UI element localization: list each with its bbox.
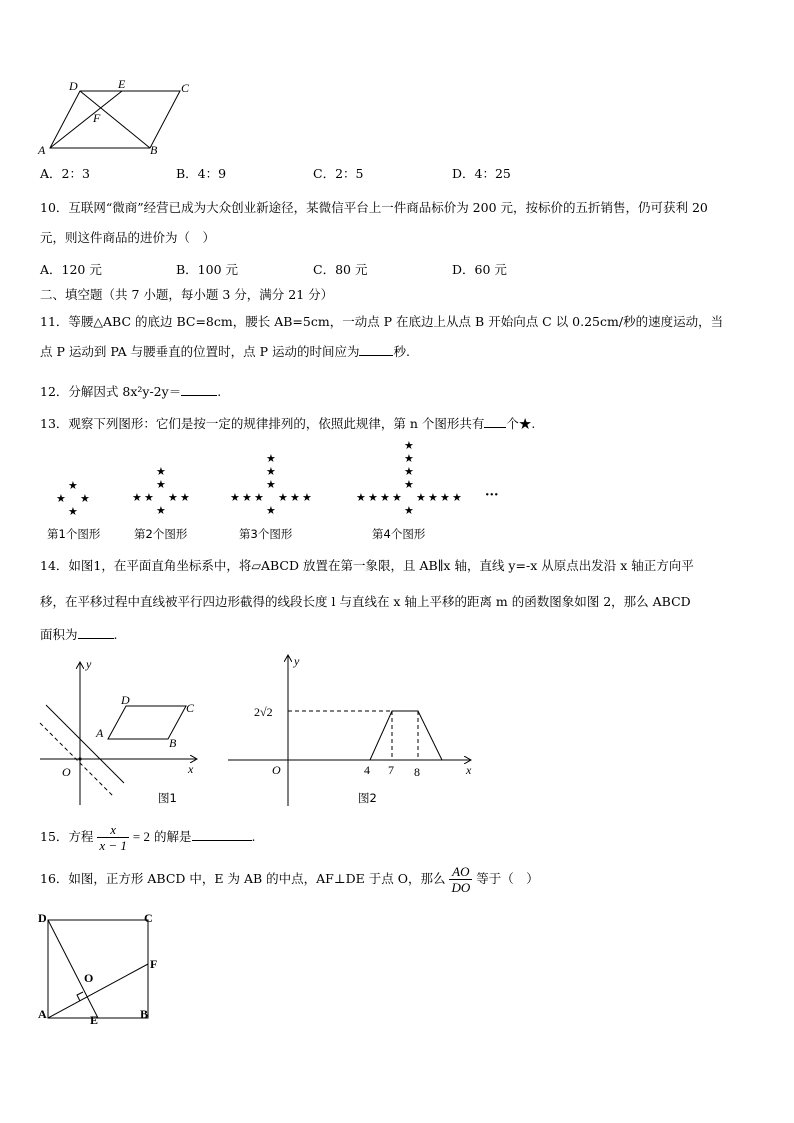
q14-line-3-end: . [113, 627, 118, 642]
star-icon: ★ [404, 465, 414, 478]
q9-label-f: F [93, 111, 101, 125]
q16-label-b: B [140, 1007, 149, 1021]
q16-label-f: F [150, 957, 158, 971]
star-icon: ★ [416, 491, 426, 504]
q16-square-figure [34, 908, 174, 1028]
star-icon: ★ [68, 505, 78, 518]
q9-label-c: C [181, 81, 190, 95]
fig1-parallelogram [108, 706, 186, 739]
q9-label-e: E [118, 77, 126, 91]
star-icon: ★ [68, 479, 78, 492]
q16-square [48, 920, 148, 1018]
q16-end: 等于（ ） [476, 871, 539, 886]
q13-answer-blank[interactable] [484, 415, 506, 428]
q10-option-d: D．60 元 [452, 262, 507, 277]
fig1-label-b: B [169, 736, 177, 750]
fig2-graph [288, 711, 442, 760]
q12-end: . [217, 384, 222, 399]
q16-numerator: AO [449, 864, 472, 880]
star-icon: ★ [266, 504, 276, 517]
q15-end: . [251, 829, 256, 844]
star-icon: ★ [266, 478, 276, 491]
q11-line-2 [40, 343, 410, 360]
q16-label-d: D [38, 911, 47, 925]
q16-text: 16．如图，正方形 ABCD 中，E 为 AB 的中点，AF⊥DE 于点 O，那么 [40, 871, 446, 886]
q9-option-a: A．2：3 [40, 166, 90, 181]
q16-segment-de [48, 920, 98, 1018]
star-icon: ★ [404, 439, 414, 452]
q9-label-d: D [69, 79, 78, 93]
q14-fig1-caption: 图1 [158, 791, 177, 805]
star-icon: ★ [132, 491, 142, 504]
star-icon: ★ [144, 491, 154, 504]
star-icon: ★ [380, 491, 390, 504]
q11-line-2-text: 点 P 运动到 PA 与腰垂直的位置时，点 P 运动的时间应为 [40, 344, 360, 359]
q15-prefix: 15．方程 [40, 829, 94, 844]
section-2-title: 二、填空题（共 7 小题，每小题 3 分，满分 21 分） [40, 287, 334, 302]
q16-denominator: DO [451, 880, 471, 895]
star-icon: ★ [168, 491, 178, 504]
q9-option-b: B．4：9 [176, 166, 227, 181]
star-icon: ★ [404, 452, 414, 465]
fig1-label-d: D [121, 693, 130, 707]
q15-rhs: = 2 [132, 829, 151, 844]
q16-label-o: O [84, 971, 94, 985]
q9-option-c: C．2：5 [313, 166, 364, 181]
q15-line [40, 820, 256, 854]
q15-fraction [97, 822, 129, 853]
q11-line-1: 11．等腰△ABC 的底边 BC=8cm，腰长 AB=5cm，一动点 P 在底边上从点 B 开始向点 C 以 0.25cm/秒的速度运动，当 [40, 314, 724, 329]
q12-text: 12．分解因式 8x²y-2y＝ [40, 384, 182, 399]
fig2-origin-label: O [272, 763, 281, 777]
q10-option-a: A．120 元 [40, 262, 102, 277]
fig1-label-a: A [96, 726, 104, 740]
star-icon: ★ [266, 452, 276, 465]
fig2-y-label: y [294, 654, 300, 668]
q12-line [40, 383, 221, 400]
fig2-y-value: 2√2 [254, 705, 273, 719]
q14-fig2-caption: 图2 [358, 791, 377, 805]
q14-figure-2 [224, 650, 480, 810]
star-icon: ★ [290, 491, 300, 504]
q16-line [40, 862, 539, 896]
fig1-label-c: C [186, 701, 195, 715]
star-icon: ★ [254, 491, 264, 504]
q12-answer-blank[interactable] [181, 383, 217, 396]
fig2-tick-7: 7 [388, 763, 394, 777]
star-icon: ★ [230, 491, 240, 504]
star-icon: ★ [156, 465, 166, 478]
q13-caption-2: 第2个图形 [134, 527, 188, 541]
q15-answer-blank[interactable] [192, 828, 252, 841]
q13-caption-1: 第1个图形 [47, 527, 101, 541]
star-icon: ★ [156, 478, 166, 491]
q14-line-3-text: 面积为 [40, 627, 78, 642]
star-icon: ★ [392, 491, 402, 504]
q14-line-2: 移，在平移过程中直线被平行四边形截得的线段长度 l 与直线在 x 轴上平移的距离 m 的函数图象如图 2，那么 ABCD [40, 594, 691, 609]
fig2-tick-4: 4 [364, 763, 370, 777]
q10-option-c: C．80 元 [313, 262, 368, 277]
q9-parallelogram-figure [30, 76, 200, 158]
star-icon: ★ [368, 491, 378, 504]
star-icon: ★ [404, 504, 414, 517]
q14-line-1: 14．如图1，在平面直角坐标系中，将▱ABCD 放置在第一象限，且 AB∥x 轴，直线 y=-x 从原点出发沿 x 轴正方向平 [40, 558, 694, 573]
star-icon: ★ [452, 491, 462, 504]
q16-label-c: C [144, 911, 153, 925]
q16-fraction [449, 864, 472, 895]
star-icon: ★ [428, 491, 438, 504]
q15-numerator: x [97, 822, 129, 838]
fig1-line-solid [46, 705, 124, 783]
q13-caption-4: 第4个图形 [372, 527, 426, 541]
star-icon: ★ [156, 504, 166, 517]
q9-label-b: B [150, 143, 158, 157]
star-icon: ★ [404, 478, 414, 491]
q14-figure-1 [36, 655, 206, 810]
q13-end: 个★. [506, 416, 536, 431]
star-icon: ★ [242, 491, 252, 504]
fig1-x-label: x [188, 762, 194, 776]
star-icon: ★ [356, 491, 366, 504]
q14-line-3 [40, 626, 118, 643]
fig2-x-label: x [466, 763, 472, 777]
q10-line-1: 10．互联网“微商”经营已成为大众创业新途径，某微信平台上一件商品标价为 200 元，按标价的五折销售，仍可获利 20 [40, 200, 708, 215]
q9-label-a: A [38, 143, 46, 157]
q15-suffix: 的解是 [154, 829, 192, 844]
star-icon: ★ [440, 491, 450, 504]
star-icon: ★ [80, 492, 90, 505]
q14-answer-blank[interactable] [78, 626, 114, 639]
q9-option-d: D．4：25 [452, 166, 511, 181]
q16-label-e: E [90, 1013, 99, 1027]
star-icon: ★ [266, 465, 276, 478]
q10-option-b: B．100 元 [176, 262, 239, 277]
fig2-tick-8: 8 [414, 765, 420, 779]
star-icon: ★ [302, 491, 312, 504]
q13-line [40, 415, 535, 432]
star-icon: ★ [56, 492, 66, 505]
q16-segment-af [48, 964, 148, 1018]
q10-line-2: 元，则这件商品的进价为（ ） [40, 230, 216, 245]
q13-ellipsis: ··· [485, 488, 499, 503]
q15-denominator: x − 1 [99, 838, 127, 853]
star-icon: ★ [180, 491, 190, 504]
q11-answer-blank[interactable] [359, 343, 393, 356]
q16-label-a: A [38, 1007, 47, 1021]
q11-line-2-end: 秒. [393, 344, 410, 359]
q13-caption-3: 第3个图形 [239, 527, 293, 541]
fig1-y-label: y [86, 657, 92, 671]
star-icon: ★ [278, 491, 288, 504]
q13-text: 13．观察下列图形：它们是按一定的规律排列的，依照此规律，第 n 个图形共有 [40, 416, 485, 431]
fig1-origin-label: O [62, 765, 71, 779]
